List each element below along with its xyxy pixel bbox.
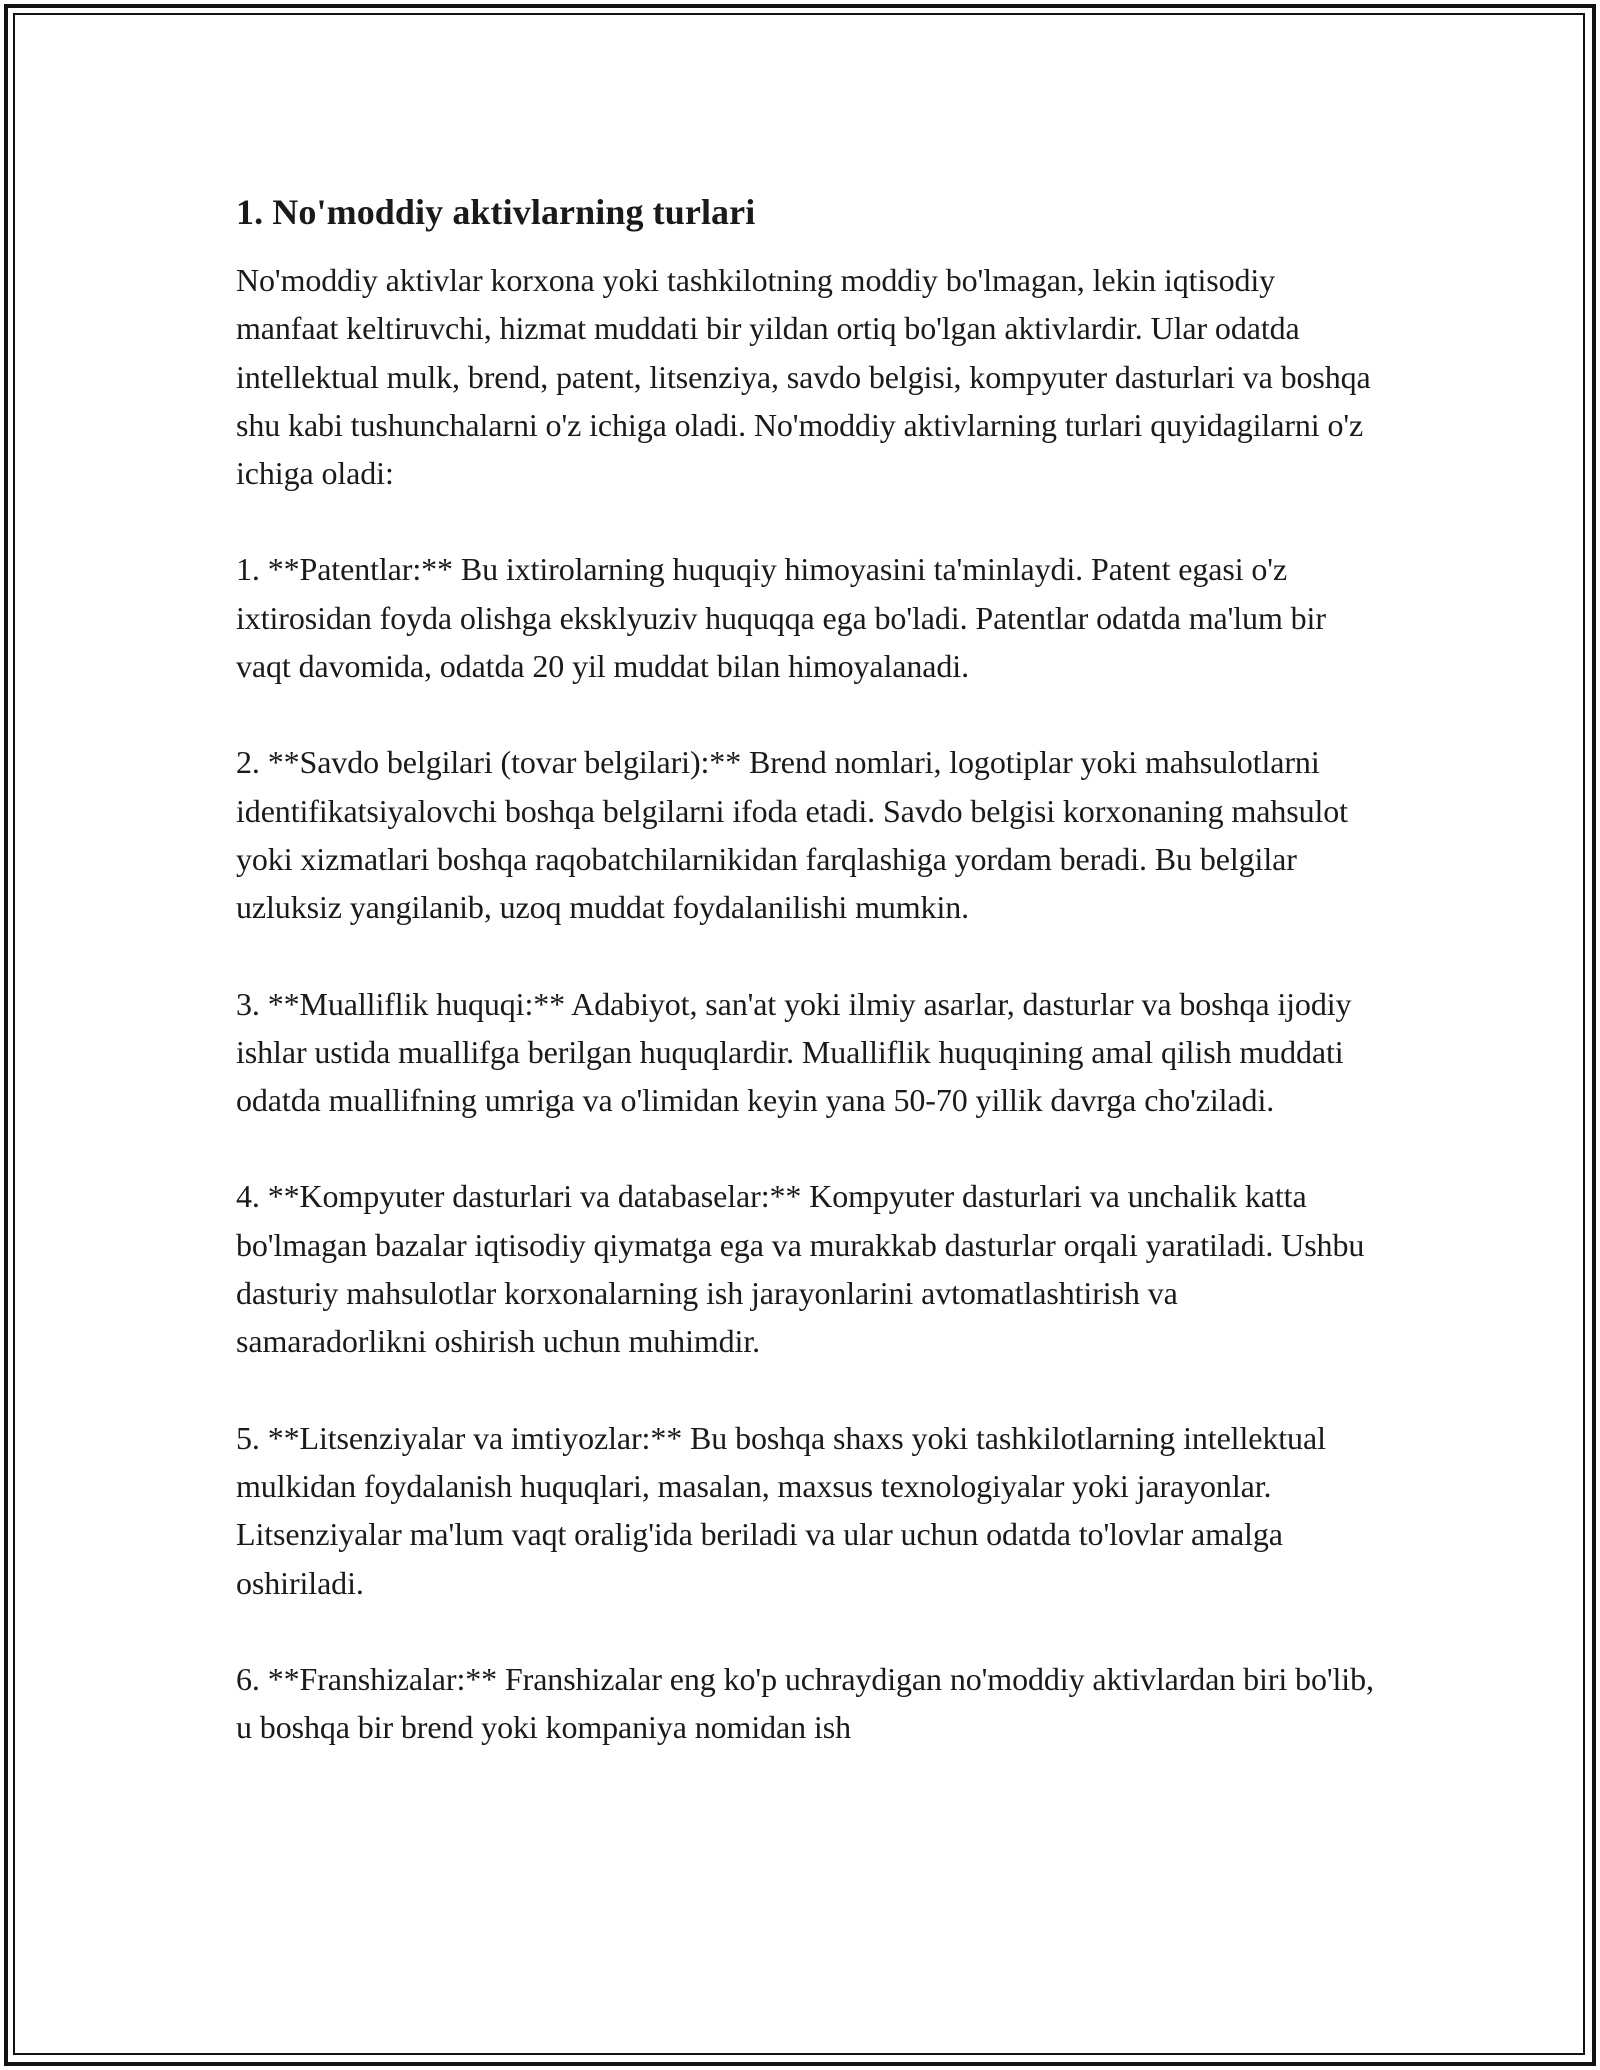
section-heading: 1. No'moddiy aktivlarning turlari xyxy=(236,192,756,232)
intro-paragraph: No'moddiy aktivlar korxona yoki tashkilotning moddiy bo'lmagan, lekin iqtisodiy manfaat keltiruvchi, hizmat muddati bir yildan ortiq bo'lgan aktivlardir. Ular odatda intellektual mulk, brend, patent, litsenziya, savdo belgisi, kompyuter dasturlari va boshqa shu kabi tushunchalarni o'z ichiga oladi. No'moddiy aktivlarning turlari quyidagilarni o'z ichiga oladi: xyxy=(236,262,1371,492)
list-item-trademarks: 2. **Savdo belgilari (tovar belgilari):** Brend nomlari, logotiplar yoki mahsulotlarni identifikatsiyalovchi boshqa belgilarni ifoda etadi. Savdo belgisi korxonaning mahsulot yoki xizmatlari boshqa raqobatchilarnikidan farqlashiga yordam beradi. Bu belgilar uzluksiz yangilanib, uzoq muddat foydalanilishi mumkin. xyxy=(236,744,1348,926)
list-item-franchises: 6. **Franshizalar:** Franshizalar eng ko'p uchraydigan no'moddiy aktivlardan biri bo'lib, u boshqa bir brend yoki kompaniya nomidan ish xyxy=(236,1660,1374,1746)
document-body xyxy=(236,188,1376,1751)
list-item-software-databases: 4. **Kompyuter dasturlari va databaselar:** Kompyuter dasturlari va unchalik katta bo'lmagan bazalar iqtisodiy qiymatga ega va murakkab dasturlar orqali yaratiladi. Ushbu dasturiy mahsulotlar korxonalarning ish jarayonlarini avtomatlashtirish va samaradorlikni oshirish uchun muhimdir. xyxy=(236,1178,1365,1360)
list-item-copyright: 3. **Mualliflik huquqi:** Adabiyot, san'at yoki ilmiy asarlar, dasturlar va boshqa ijodiy ishlar ustida muallifga berilgan huquqlardir. Mualliflik huquqining amal qilish muddati odatda muallifning umriga va o'limidan keyin yana 50-70 yillik davrga cho'ziladi. xyxy=(236,985,1352,1119)
list-item-patents: 1. **Patentlar:** Bu ixtirolarning huquqiy himoyasini ta'minlaydi. Patent egasi o'z ixtirosidan foyda olishga eksklyuziv huquqqa ega bo'ladi. Patentlar odatda ma'lum bir vaqt davomida, odatda 20 yil muddat bilan himoyalanadi. xyxy=(236,551,1326,685)
list-item-licenses: 5. **Litsenziyalar va imtiyozlar:** Bu boshqa shaxs yoki tashkilotlarning intellektual mulkidan foydalanish huquqlari, masalan, maxsus texnologiyalar yoki jarayonlar. Litsenziyalar ma'lum vaqt oralig'ida beriladi va ular uchun odatda to'lovlar amalga oshiriladi. xyxy=(236,1419,1326,1601)
